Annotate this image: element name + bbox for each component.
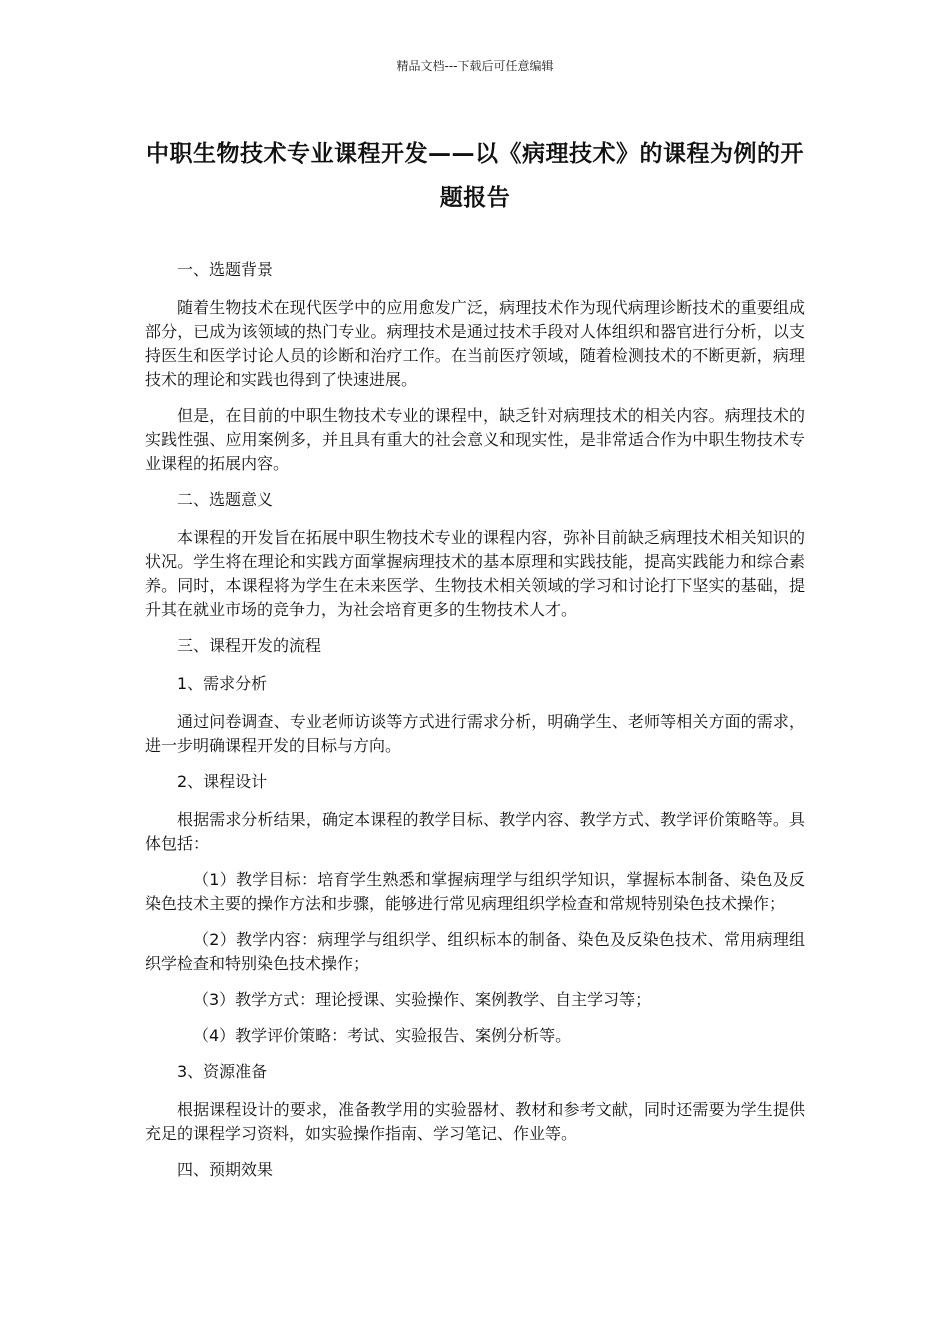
paragraph: 根据课程设计的要求，准备教学用的实验器材、教材和参考文献，同时还需要为学生提供充足的课程学习资料，如实验操作指南、学习笔记、作业等。 [145, 1100, 805, 1143]
document-body [145, 258, 805, 1196]
list-item: （1）教学目标：培育学生熟悉和掌握病理学与组织学知识，掌握标本制备、染色及反染色技术主要的操作方法和步骤，能够进行常见病理组织学检查和常规特别染色技术操作； [145, 870, 805, 913]
subheading-needs-analysis: 1、需求分析 [177, 674, 268, 693]
paragraph: 随着生物技术在现代医学中的应用愈发广泛，病理技术作为现代病理诊断技术的重要组成部分，已成为该领域的热门专业。病理技术是通过技术手段对人体组织和器官进行分析，以支持医生和医学讨论人员的诊断和治疗工作。在当前医疗领域，随着检测技术的不断更新，病理技术的理论和实践也得到了快速进展。 [145, 298, 805, 389]
subheading-course-design: 2、课程设计 [177, 772, 268, 791]
paragraph: 但是，在目前的中职生物技术专业的课程中，缺乏针对病理技术的相关内容。病理技术的实践性强、应用案例多，并且具有重大的社会意义和现实性，是非常适合作为中职生物技术专业课程的拓展内容。 [145, 406, 805, 473]
section-heading-significance: 二、选题意义 [177, 490, 274, 509]
list-item: （2）教学内容：病理学与组织学、组织标本的制备、染色及反染色技术、常用病理组织学检查和特别染色技术操作； [145, 930, 805, 973]
paragraph: 根据需求分析结果，确定本课程的教学目标、教学内容、教学方式、教学评价策略等。具体包括： [145, 810, 805, 853]
list-item: （4）教学评价策略：考试、实验报告、案例分析等。 [193, 1026, 572, 1045]
section-heading-process: 三、课程开发的流程 [177, 636, 322, 655]
list-item: （3）教学方式：理论授课、实验操作、案例教学、自主学习等； [193, 990, 652, 1009]
paragraph: 通过问卷调查、专业老师访谈等方式进行需求分析，明确学生、老师等相关方面的需求，进一步明确课程开发的目标与方向。 [145, 712, 805, 755]
section-heading-background: 一、选题背景 [177, 260, 274, 279]
paragraph: 本课程的开发旨在拓展中职生物技术专业的课程内容，弥补目前缺乏病理技术相关知识的状况。学生将在理论和实践方面掌握病理技术的基本原理和实践技能，提高实践能力和综合素养。同时，本课程将为学生在未来医学、生物技术相关领域的学习和讨论打下坚实的基础，提升其在就业市场的竞争力，为社会培育更多的生物技术人才。 [145, 528, 805, 619]
page-header: 精品文档---下载后可任意编辑 [396, 59, 554, 73]
section-heading-expected-effect: 四、预期效果 [177, 1160, 274, 1179]
subheading-resources: 3、资源准备 [177, 1062, 268, 1081]
document-title: 中职生物技术专业课程开发——以《病理技术》的课程为例的开题报告 [146, 141, 804, 211]
